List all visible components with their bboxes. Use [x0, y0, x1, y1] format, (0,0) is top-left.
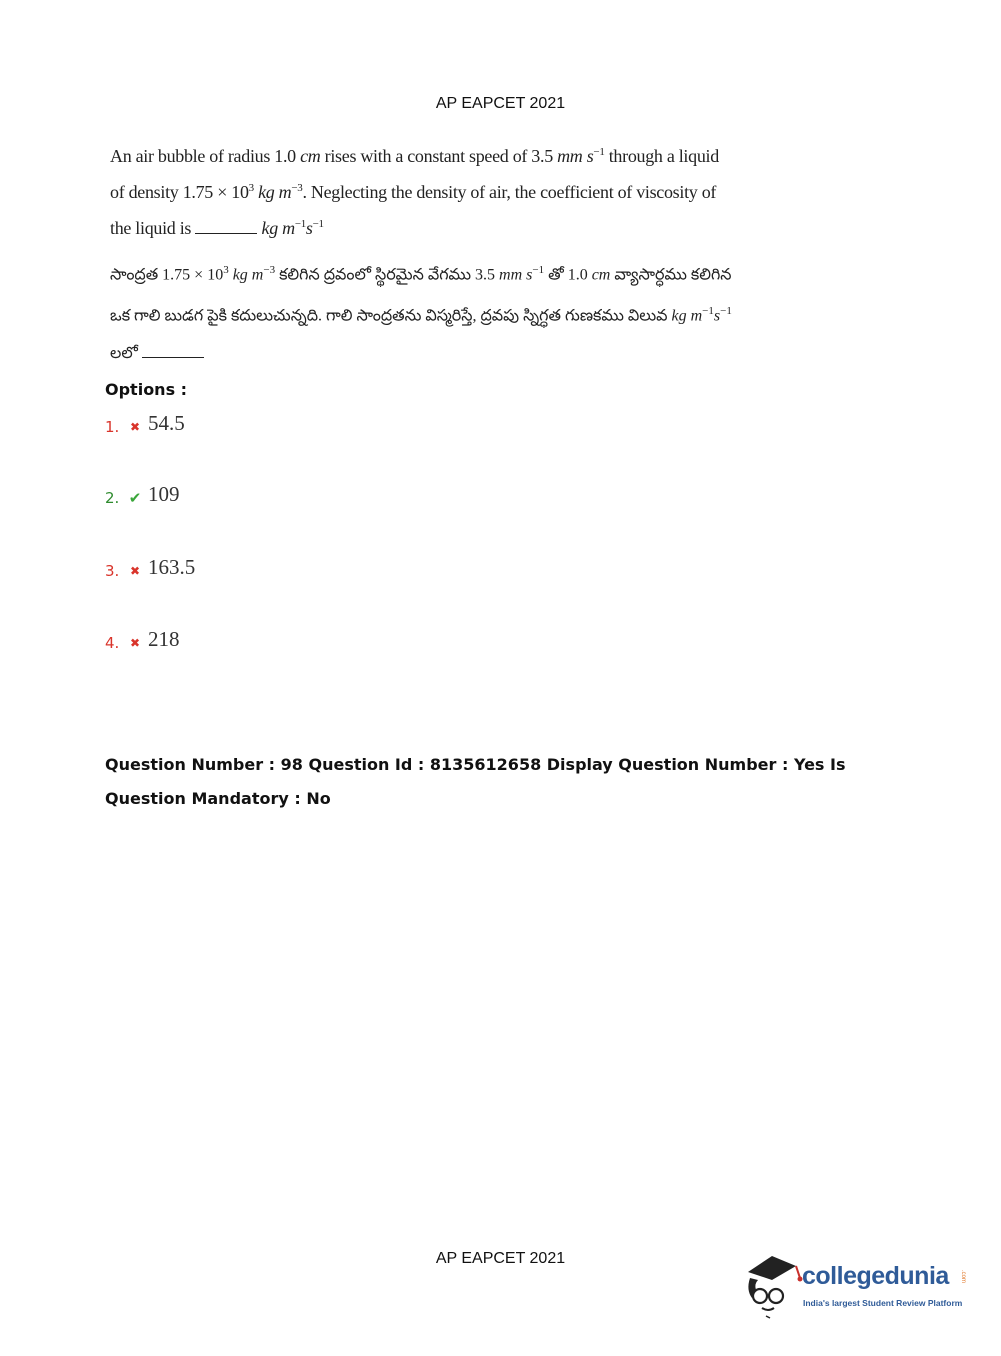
logo-wordmark: collegedunia: [802, 1262, 949, 1290]
page-footer-title: AP EAPCET 2021: [435, 1250, 566, 1267]
option-value: 218: [148, 626, 180, 651]
option-value: 54.5: [148, 410, 185, 435]
question-text-english: An air bubble of radius 1.0 cm rises with a constant speed of 3.5 mm $s^{-1}$ through a liquid of density $1.75 \times 10^3$ kg $m^{-3}$. Neglecting the density of air, the coefficient of viscosity of the liquid is kg $m^{-1}s^{-1}$: [110, 146, 719, 238]
option-number: 3.: [105, 562, 120, 580]
option-4: [105, 626, 180, 652]
option-3: [105, 554, 195, 580]
mascot-icon: [742, 1250, 804, 1320]
option-number: 2.: [105, 489, 120, 507]
option-number: 4.: [105, 634, 120, 652]
check-icon: ✔: [128, 489, 142, 507]
question-text-telugu: సాంద్రత $1.75 \times 10^3$ kg $m^{-3}$ కలిగిన ద్రవంలో స్థిరమైన వేగము 3.5 mm $s^{-1}$ తో 1.0 cm వ్యాసార్ధము కలిగిన ఒక గాలి బుడగ పైకి కదులుచున్నది. గాలి సాంద్రతను విస్మరిస్తే, ద్రవపు స్నిగ్ధత గుణకము విలువ kg $m^{-1}s^{-1}$ లలో: [110, 264, 732, 362]
option-value: 109: [148, 481, 180, 506]
logo-dotcom: .com: [960, 1270, 966, 1284]
options-label: Options :: [105, 380, 188, 399]
answer-blank-telugu: [142, 343, 204, 358]
logo-tagline: India's largest Student Review Platform: [803, 1298, 963, 1308]
collegedunia-logo: [742, 1250, 972, 1320]
option-1: [105, 410, 185, 436]
answer-blank: [195, 219, 257, 234]
cross-icon: ✖: [129, 420, 141, 434]
cross-icon: ✖: [129, 636, 141, 650]
option-number: 1.: [105, 418, 120, 436]
question-metadata: Question Number : 98 Question Id : 8135612658 Display Question Number : Yes Is Question Mandatory : No: [105, 755, 846, 808]
cross-icon: ✖: [129, 564, 141, 578]
page-header-title: AP EAPCET 2021: [435, 95, 566, 112]
option-2: [105, 481, 180, 507]
option-value: 163.5: [148, 554, 196, 579]
